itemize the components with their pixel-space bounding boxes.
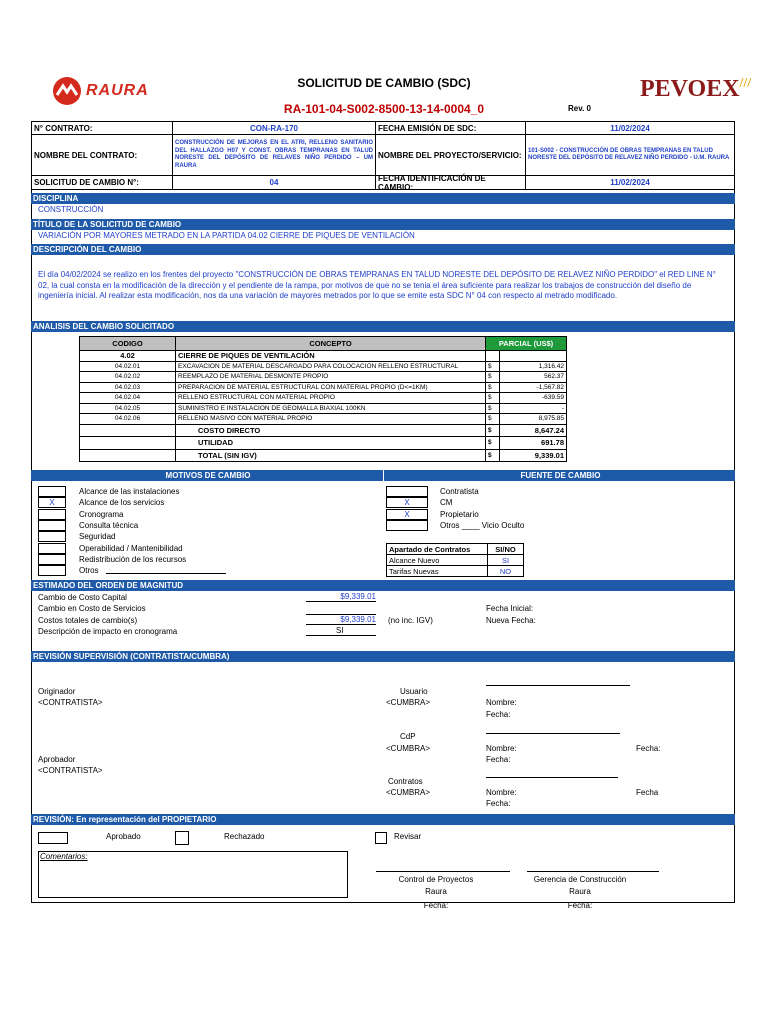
total-row [80, 437, 567, 450]
total-label: UTILIDAD [176, 437, 486, 450]
cost-code: 04.02.02 [80, 372, 176, 383]
nombre-proyecto-label: NOMBRE DEL PROYECTO/SERVICIO: [375, 134, 526, 176]
originador-label: Originador [38, 687, 76, 696]
motivos-header: MOTIVOS DE CAMBIO [31, 470, 383, 481]
cost-value: 562.37 [500, 372, 567, 383]
usuario-cumbra: <CUMBRA> [386, 698, 431, 707]
group-row [80, 351, 567, 362]
nombre-contrato-value: CONSTRUCCIÓN DE MEJORAS EN EL ATRI, RELLENO SANITARIO DEL HALLAZGO H07 Y CONST. OBRAS TEMPRANAS EN TALUD NORESTE DEL DEPÓSITO DE RELAVES NIÑO PERDIDO – UM RAURA [172, 134, 376, 176]
cost-row [80, 403, 567, 414]
nombre-proyecto-value: 101-S002 - CONSTRUCCIÓN DE OBRAS TEMPRANAS EN TALUD NORESTE DEL DEPÓSITO DE RELAVEZ NIÑO PERDIDO - U.M. RAURA [525, 134, 735, 176]
fuente-item [386, 497, 524, 508]
cdp-fecha: Fecha: [486, 755, 511, 764]
motivo-label: Alcance de las instalaciones [79, 487, 180, 497]
usuario-fecha: Fecha: [486, 710, 511, 719]
aprobador-label: Aprobador [38, 755, 76, 764]
motivo-label: Operabilidad / Mantenibilidad [79, 543, 183, 553]
fuente-item [386, 486, 524, 497]
cost-row [80, 414, 567, 425]
total-row [80, 449, 567, 462]
fuente-label: Propietario [440, 509, 479, 519]
fecha-ident-value: 11/02/2024 [525, 175, 735, 190]
cost-table [79, 336, 567, 462]
motivo-label: Consulta técnica [79, 521, 139, 531]
titulo-value: VARIACIÓN POR MAYORES METRADO EN LA PARTIDA 04.02 CIERRE DE PIQUES DE VENTILACIÓN [38, 231, 415, 240]
cost-currency: $ [486, 403, 500, 414]
total-currency: $ [486, 449, 500, 462]
fecha-emision-value: 11/02/2024 [525, 121, 735, 135]
cdp-signature-line [486, 733, 620, 734]
cost-concept: EXCAVACION DE MATERIAL DESCARGADO PARA COLOCACION RELLENO ESTRUCTURAL [176, 361, 486, 372]
cdp-label: CdP [400, 732, 416, 741]
motivo-checkbox[interactable] [38, 543, 66, 554]
estimado-header: ESTIMADO DEL ORDEN DE MAGNITUD [31, 580, 735, 591]
motivo-item [38, 497, 186, 508]
cost-currency: $ [486, 414, 500, 425]
comentarios-box[interactable] [38, 851, 348, 898]
originador-contratista: <CONTRATISTA> [38, 698, 103, 707]
contratos-label: Contratos [388, 777, 423, 786]
titulo-header: TÍTULO DE LA SOLICITUD DE CAMBIO [31, 219, 735, 230]
fuentes-list [386, 486, 524, 531]
fuente-item [386, 509, 524, 520]
motivo-label: Alcance de los servicios [79, 498, 165, 508]
aprobador-contratista: <CONTRATISTA> [38, 766, 103, 775]
pevoex-logo: PEVOEX/// [640, 76, 752, 102]
alcance-nuevo-label: Alcance Nuevo [387, 555, 488, 566]
cost-currency: $ [486, 382, 500, 393]
cost-code: 04.02.04 [80, 393, 176, 404]
descripcion-value: El día 04/02/2024 se realizo en los frentes del proyecto "CONSTRUCCIÓN DE OBRAS TEMPRANAS EN TALUD NORESTE DEL DEPÓSITO DE RELAVEZ NIÑO PERDIDO" el RED LINE N° 02, la cual consta en la modificación de la dirección y el pendiente de la rampa, por motivos de que no se tenia el área suficiente para realizar los trabajos de construcción del diseño de ingeniería inicial. Al realizar esta modificación, nos da una variación de mayores metrados por lo que se emite esta SDC N° 04 con respecto al metrado modificado. [38, 270, 716, 300]
cost-value: 8,975.85 [500, 414, 567, 425]
cost-currency: $ [486, 361, 500, 372]
disciplina-value: CONSTRUCCIÓN [38, 205, 104, 214]
gerencia-signature-line [527, 871, 659, 872]
motivo-label: Cronograma [79, 509, 124, 519]
cost-concept: REEMPLAZO DE MATERIAL DESMONTE PROPIO [176, 372, 486, 383]
motivo-label: Seguridad [79, 532, 116, 542]
cost-value: - [500, 403, 567, 414]
control-signature-line [376, 871, 510, 872]
contratos-fecha: Fecha: [486, 799, 511, 808]
cost-currency: $ [486, 372, 500, 383]
motivo-item [38, 554, 186, 565]
usuario-signature-line [486, 685, 630, 686]
usuario-label: Usuario [400, 687, 428, 696]
cost-concept: RELLENO ESTRUCTURAL CON MATERIAL PROPIO [176, 393, 486, 404]
apartado-table [386, 543, 524, 577]
impacto-label: Descripción de impacto en cronograma [38, 627, 178, 636]
cdp-fecha-right: Fecha: [636, 744, 661, 753]
motivo-label: Redistribución de los recursos [79, 554, 187, 564]
cost-concept: PREPARACION DE MATERIAL ESTRUCTURAL CON MATERIAL PROPIO (D<=1KM) [176, 382, 486, 393]
fecha-ident-label: FECHA IDENTIFICACIÓN DE CAMBIO: [375, 175, 526, 190]
raura-logo-text: RAURA [86, 82, 149, 99]
fecha-emision-label: FECHA EMISIÓN DE SDC: [375, 121, 526, 135]
contrato-value: CON-RA-170 [172, 121, 376, 135]
cost-row [80, 393, 567, 404]
fuente-checkbox[interactable]: X [386, 497, 428, 508]
totales-value: $9,339.01 [306, 614, 376, 625]
contrato-label: N° CONTRATO: [31, 121, 173, 135]
cdp-cumbra: <CUMBRA> [386, 744, 431, 753]
cost-row [80, 372, 567, 383]
servicios-label: Cambio en Costo de Servicios [38, 604, 146, 613]
cost-code: 04.02.01 [80, 361, 176, 372]
control-fecha: Fecha: [423, 901, 449, 910]
motivo-checkbox[interactable] [38, 509, 66, 520]
contratos-signature-line [486, 777, 618, 778]
page-title: SOLICITUD DE CAMBIO (SDC) [297, 76, 471, 90]
tarifas-nuevas-label: Tarifas Nuevas [387, 566, 488, 577]
document-code: RA-101-04-S002-8500-13-14-0004_0 [283, 102, 485, 116]
control-label: Control de Proyectos [398, 875, 474, 884]
fuente-checkbox[interactable] [386, 520, 428, 531]
fuente-header: FUENTE DE CAMBIO [384, 470, 735, 481]
total-currency: $ [486, 424, 500, 437]
gerencia-fecha: Fecha: [567, 901, 593, 910]
motivo-checkbox[interactable] [38, 554, 66, 565]
cost-value: -1,567.82 [500, 382, 567, 393]
fecha-inicial-label: Fecha Inicial: [486, 604, 534, 613]
analisis-header: ANALISIS DEL CAMBIO SOLICITADO [31, 321, 735, 332]
total-value: 9,339.01 [500, 449, 567, 462]
col-parcial: PARCIAL (US$) [486, 337, 567, 351]
group-code: 4.02 [80, 351, 176, 362]
cost-code: 04.02.05 [80, 403, 176, 414]
motivo-item [38, 565, 186, 576]
cost-code: 04.02.03 [80, 382, 176, 393]
contratos-fecha-right: Fecha [636, 788, 659, 797]
revisar-label: Revisar [394, 832, 422, 841]
motivo-checkbox[interactable] [38, 565, 66, 576]
motivo-item [38, 509, 186, 520]
solicitud-value: 04 [172, 175, 376, 190]
total-value: 691.78 [500, 437, 567, 450]
cost-currency: $ [486, 393, 500, 404]
revision-prop-header: REVISIÓN: En representación del PROPIETARIO [31, 814, 735, 825]
control-raura: Raura [425, 887, 447, 896]
descripcion-header: DESCRIPCIÓN DEL CAMBIO [31, 244, 735, 255]
cost-value: 1,316.42 [500, 361, 567, 372]
nueva-fecha-label: Nueva Fecha: [486, 616, 536, 625]
tarifas-nuevas-value[interactable]: NO [488, 566, 524, 577]
motivo-checkbox[interactable] [38, 531, 66, 542]
aprobado-label: Aprobado [106, 832, 141, 841]
solicitud-label: SOLICITUD DE CAMBIO N°: [31, 175, 173, 190]
motivo-checkbox[interactable]: X [38, 497, 66, 508]
motivo-label: Otros [79, 566, 99, 576]
otros-line [106, 573, 226, 574]
motivo-checkbox[interactable] [38, 486, 66, 497]
cost-row [80, 361, 567, 372]
motivo-checkbox[interactable] [38, 520, 66, 531]
revision-sup-header: REVISIÓN SUPERVISIÓN (CONTRATISTA/CUMBRA) [31, 651, 735, 662]
motivo-item [38, 486, 186, 497]
cdp-nombre: Nombre: [486, 744, 517, 753]
cost-row [80, 382, 567, 393]
motivo-item [38, 531, 186, 542]
group-name: CIERRE DE PIQUES DE VENTILACIÓN [176, 351, 486, 362]
total-value: 8,647.24 [500, 424, 567, 437]
fuente-label: CM [440, 498, 453, 508]
contratos-cumbra: <CUMBRA> [386, 788, 431, 797]
cost-concept: SUMINISTRO E INSTALACION DE GEOMALLA BIAXIAL 100KN [176, 403, 486, 414]
cost-value: -639.59 [500, 393, 567, 404]
fuente-label: Otros ____ Vicio Oculto [440, 521, 525, 531]
cost-concept: RELLENO MASIVO CON MATERIAL PROPIO [176, 414, 486, 425]
impacto-value: SI [306, 626, 376, 636]
sino-header: SI/NO [488, 544, 524, 555]
gerencia-label: Gerencia de Construcción [533, 875, 627, 884]
total-row [80, 424, 567, 437]
pevoex-logo-text: PEVOEX [640, 76, 740, 102]
gerencia-raura: Raura [569, 887, 591, 896]
fuente-label: Contratista [440, 487, 479, 497]
total-currency: $ [486, 437, 500, 450]
col-codigo: CODIGO [80, 337, 176, 351]
motivos-list [38, 486, 186, 576]
comentarios-label: Comentarios: [40, 852, 88, 861]
apartado-header: Apartado de Contratos [387, 544, 488, 555]
revisar-checkbox[interactable] [375, 832, 387, 844]
aprobado-checkbox[interactable] [38, 832, 68, 844]
fuente-checkbox[interactable] [386, 486, 428, 497]
disciplina-header: DISCIPLINA [31, 193, 735, 204]
nombre-contrato-label: NOMBRE DEL CONTRATO: [31, 134, 173, 176]
motivo-item [38, 542, 186, 553]
col-concepto: CONCEPTO [176, 337, 486, 351]
rechazado-label: Rechazado [224, 832, 265, 841]
motivo-item [38, 520, 186, 531]
usuario-nombre: Nombre: [486, 698, 517, 707]
revision-label: Rev. 0 [568, 104, 591, 113]
capital-label: Cambio de Costo Capital [38, 593, 127, 602]
totales-label: Costos totales de cambio(s) [38, 616, 138, 625]
cost-code: 04.02.06 [80, 414, 176, 425]
total-label: COSTO DIRECTO [176, 424, 486, 437]
capital-value: $9,339.01 [306, 592, 376, 602]
fuente-item [386, 520, 524, 531]
alcance-nuevo-value[interactable]: SI [488, 555, 524, 566]
contratos-nombre: Nombre: [486, 788, 517, 797]
total-label: TOTAL (SIN IGV) [176, 449, 486, 462]
rechazado-checkbox[interactable] [175, 831, 189, 845]
no-igv-label: (no inc. IGV) [388, 616, 433, 625]
fuente-checkbox[interactable]: X [386, 509, 428, 520]
